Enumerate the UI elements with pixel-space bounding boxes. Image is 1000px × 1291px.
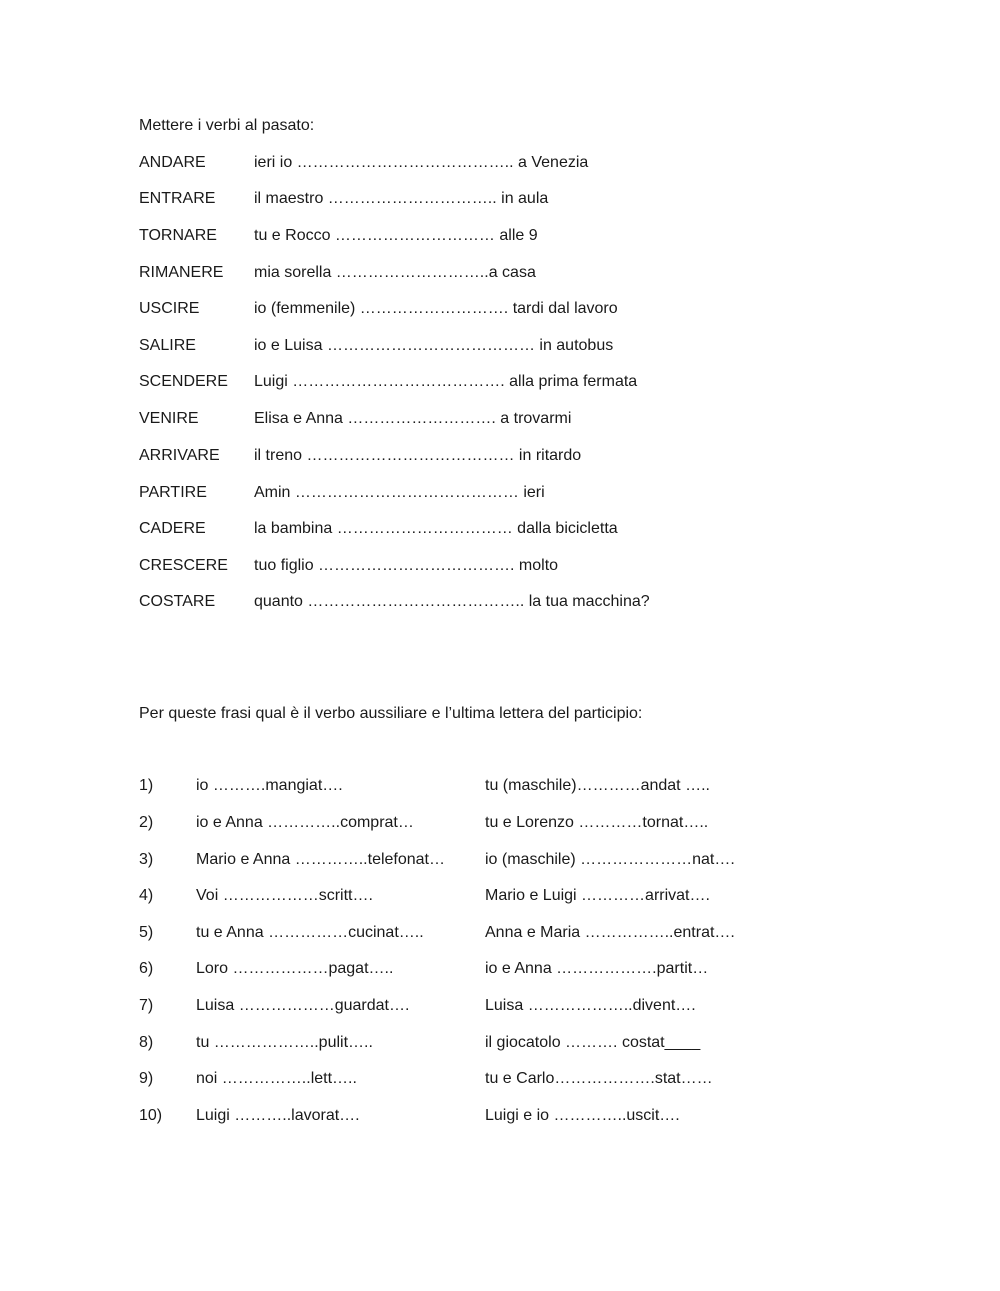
sentence-right: Luigi e io …………..uscit…. bbox=[485, 1107, 680, 1124]
exercise2-row bbox=[0, 813, 1000, 833]
exercise1-row bbox=[0, 153, 1000, 173]
verb-infinitive: PARTIRE bbox=[139, 484, 207, 501]
exercise1-row bbox=[0, 592, 1000, 612]
sentence-right: io e Anna ……………….partit… bbox=[485, 960, 709, 977]
item-number: 6) bbox=[139, 960, 154, 977]
sentence-left: Mario e Anna …………..telefonat… bbox=[196, 851, 445, 868]
sentence: tuo figlio ………………………………. molto bbox=[254, 557, 559, 574]
verb-infinitive: CADERE bbox=[139, 520, 206, 537]
exercise2-title: Per queste frasi qual è il verbo aussiliare e l’ultima lettera del participio: bbox=[139, 705, 643, 722]
exercise2-row bbox=[0, 776, 1000, 796]
item-number: 7) bbox=[139, 997, 154, 1014]
verb-infinitive: ARRIVARE bbox=[139, 447, 220, 464]
sentence-left: Loro ………………pagat….. bbox=[196, 960, 394, 977]
exercise1-row bbox=[0, 556, 1000, 576]
verb-infinitive: SALIRE bbox=[139, 337, 196, 354]
verb-infinitive: ANDARE bbox=[139, 154, 206, 171]
verb-infinitive: SCENDERE bbox=[139, 373, 228, 390]
item-number: 1) bbox=[139, 777, 154, 794]
exercise1-title: Mettere i verbi al pasato: bbox=[139, 117, 315, 134]
sentence-right: tu e Carlo……………….stat…… bbox=[485, 1070, 713, 1087]
verb-infinitive: ENTRARE bbox=[139, 190, 216, 207]
sentence: quanto ………………………………….. la tua macchina? bbox=[254, 593, 650, 610]
exercise1-row bbox=[0, 483, 1000, 503]
sentence-left: tu e Anna ……………cucinat….. bbox=[196, 924, 424, 941]
sentence: la bambina …………………………… dalla bicicletta bbox=[254, 520, 618, 537]
exercise1-row bbox=[0, 263, 1000, 283]
sentence-left: Luisa ………………guardat…. bbox=[196, 997, 410, 1014]
verb-infinitive: RIMANERE bbox=[139, 264, 224, 281]
sentence-right: Anna e Maria ……………..entrat…. bbox=[485, 924, 735, 941]
exercise1-row bbox=[0, 409, 1000, 429]
sentence-left: io ……….mangiat…. bbox=[196, 777, 343, 794]
sentence: Amin …………………………………… ieri bbox=[254, 484, 545, 501]
item-number: 8) bbox=[139, 1034, 154, 1051]
sentence: il treno ………………………………… in ritardo bbox=[254, 447, 582, 464]
sentence: mia sorella ………………………..a casa bbox=[254, 264, 536, 281]
exercise1-row bbox=[0, 336, 1000, 356]
exercise1-row bbox=[0, 519, 1000, 539]
item-number: 5) bbox=[139, 924, 154, 941]
sentence-right: io (maschile) …………………nat…. bbox=[485, 851, 735, 868]
sentence: io e Luisa ………………………………… in autobus bbox=[254, 337, 614, 354]
item-number: 10) bbox=[139, 1107, 163, 1124]
sentence-right: il giocatolo ………. costat____ bbox=[485, 1034, 701, 1051]
sentence: Luigi …………………………………. alla prima fermata bbox=[254, 373, 638, 390]
sentence: io (femmenile) ………………………. tardi dal lavoro bbox=[254, 300, 618, 317]
verb-infinitive: VENIRE bbox=[139, 410, 199, 427]
verb-infinitive: TORNARE bbox=[139, 227, 217, 244]
sentence-left: Voi ………………scritt…. bbox=[196, 887, 373, 904]
exercise1-row bbox=[0, 299, 1000, 319]
exercise1-row bbox=[0, 189, 1000, 209]
exercise2-row bbox=[0, 923, 1000, 943]
exercise2-row bbox=[0, 1069, 1000, 1089]
sentence-right: tu (maschile)…………andat ….. bbox=[485, 777, 710, 794]
item-number: 3) bbox=[139, 851, 154, 868]
sentence-left: io e Anna …………..comprat… bbox=[196, 814, 414, 831]
exercise2-row bbox=[0, 850, 1000, 870]
verb-infinitive: USCIRE bbox=[139, 300, 200, 317]
sentence: ieri io ………………………………….. a Venezia bbox=[254, 154, 589, 171]
exercise1-row bbox=[0, 226, 1000, 246]
exercise2-row bbox=[0, 1033, 1000, 1053]
sentence: il maestro ………………………….. in aula bbox=[254, 190, 549, 207]
sentence-left: noi ……………..lett….. bbox=[196, 1070, 357, 1087]
item-number: 2) bbox=[139, 814, 154, 831]
exercise1-row bbox=[0, 372, 1000, 392]
sentence-right: Mario e Luigi …………arrivat…. bbox=[485, 887, 710, 904]
exercise1-row bbox=[0, 446, 1000, 466]
sentence-right: Luisa ………………..divent…. bbox=[485, 997, 696, 1014]
item-number: 9) bbox=[139, 1070, 154, 1087]
verb-infinitive: CRESCERE bbox=[139, 557, 228, 574]
sentence-left: tu ………………..pulit….. bbox=[196, 1034, 373, 1051]
verb-infinitive: COSTARE bbox=[139, 593, 216, 610]
exercise2-row bbox=[0, 886, 1000, 906]
exercise2-row bbox=[0, 1106, 1000, 1126]
exercise2-row bbox=[0, 996, 1000, 1016]
item-number: 4) bbox=[139, 887, 154, 904]
exercise2-row bbox=[0, 959, 1000, 979]
sentence-right: tu e Lorenzo …………tornat….. bbox=[485, 814, 709, 831]
sentence: tu e Rocco ………………………… alle 9 bbox=[254, 227, 538, 244]
sentence-left: Luigi ………..lavorat…. bbox=[196, 1107, 360, 1124]
sentence: Elisa e Anna ………………………. a trovarmi bbox=[254, 410, 572, 427]
